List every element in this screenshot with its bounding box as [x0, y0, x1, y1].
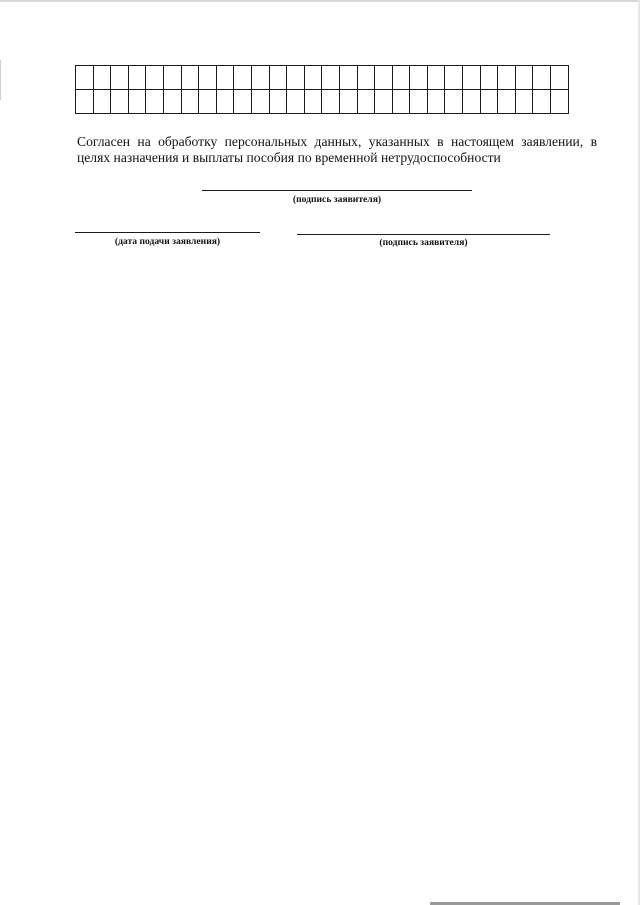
applicant-signature-line-top[interactable] — [202, 190, 472, 191]
code-grid-cell[interactable] — [111, 90, 129, 114]
code-grid-cell[interactable] — [498, 90, 516, 114]
code-grid-cell[interactable] — [76, 66, 94, 90]
code-grid-cell[interactable] — [93, 66, 111, 90]
page-edge-top — [0, 0, 640, 2]
code-grid-cell[interactable] — [427, 90, 445, 114]
code-grid-cell[interactable] — [251, 90, 269, 114]
code-grid-cell[interactable] — [146, 90, 164, 114]
scan-mark-left — [0, 60, 1, 100]
code-grid-cell[interactable] — [251, 66, 269, 90]
applicant-signature-caption-top: (подпись заявителя) — [292, 194, 382, 205]
code-grid-cell[interactable] — [163, 90, 181, 114]
code-grid-cell[interactable] — [269, 66, 287, 90]
code-grid-cell[interactable] — [128, 90, 146, 114]
code-grid-cell[interactable] — [128, 66, 146, 90]
code-grid-cell[interactable] — [427, 66, 445, 90]
code-grid-cell[interactable] — [234, 90, 252, 114]
code-grid-cell[interactable] — [533, 66, 551, 90]
code-grid-cell[interactable] — [515, 66, 533, 90]
code-entry-grid — [75, 65, 569, 114]
code-grid-cell[interactable] — [445, 66, 463, 90]
code-grid-cell[interactable] — [410, 66, 428, 90]
code-grid-cell[interactable] — [480, 66, 498, 90]
code-grid-cell[interactable] — [199, 66, 217, 90]
code-grid-cell[interactable] — [234, 66, 252, 90]
code-grid-row — [76, 66, 569, 90]
code-grid-cell[interactable] — [216, 90, 234, 114]
code-grid-cell[interactable] — [216, 66, 234, 90]
code-grid-cell[interactable] — [287, 66, 305, 90]
code-grid-cell[interactable] — [304, 66, 322, 90]
code-grid-cell[interactable] — [322, 90, 340, 114]
code-grid-cell[interactable] — [339, 66, 357, 90]
code-grid-cell[interactable] — [93, 90, 111, 114]
code-grid-cell[interactable] — [463, 90, 481, 114]
code-grid-cell[interactable] — [375, 66, 393, 90]
code-grid-cell[interactable] — [111, 66, 129, 90]
code-grid-cell[interactable] — [375, 90, 393, 114]
code-grid-cell[interactable] — [304, 90, 322, 114]
code-grid-cell[interactable] — [287, 90, 305, 114]
application-date-caption: (дата подачи заявления) — [114, 236, 221, 247]
code-grid-cell[interactable] — [76, 90, 94, 114]
code-grid-cell[interactable] — [199, 90, 217, 114]
code-grid-cell[interactable] — [392, 90, 410, 114]
code-grid-cell[interactable] — [551, 66, 569, 90]
code-grid-cell[interactable] — [551, 90, 569, 114]
code-grid-cell[interactable] — [181, 90, 199, 114]
code-grid-cell[interactable] — [445, 90, 463, 114]
applicant-signature-caption-bottom: (подпись заявителя) — [379, 237, 468, 248]
code-grid-cell[interactable] — [498, 66, 516, 90]
code-grid-cell[interactable] — [392, 66, 410, 90]
code-grid-cell[interactable] — [410, 90, 428, 114]
application-date-line[interactable] — [75, 232, 260, 233]
code-grid-cell[interactable] — [181, 66, 199, 90]
code-grid-cell[interactable] — [322, 66, 340, 90]
code-grid-cell[interactable] — [533, 90, 551, 114]
code-grid-cell[interactable] — [357, 66, 375, 90]
code-grid-cell[interactable] — [463, 66, 481, 90]
code-grid-cell[interactable] — [339, 90, 357, 114]
consent-text: Согласен на обработку персональных данных, указанных в настоящем заявлении, в целях назначения и выплаты пособия по временной нетрудоспособности — [77, 134, 597, 165]
code-grid-row — [76, 90, 569, 114]
code-grid-cell[interactable] — [163, 66, 181, 90]
applicant-signature-line-bottom[interactable] — [297, 234, 550, 235]
code-grid-cell[interactable] — [146, 66, 164, 90]
code-grid-cell[interactable] — [515, 90, 533, 114]
code-grid-cell[interactable] — [357, 90, 375, 114]
code-grid-cell[interactable] — [480, 90, 498, 114]
code-grid-cell[interactable] — [269, 90, 287, 114]
